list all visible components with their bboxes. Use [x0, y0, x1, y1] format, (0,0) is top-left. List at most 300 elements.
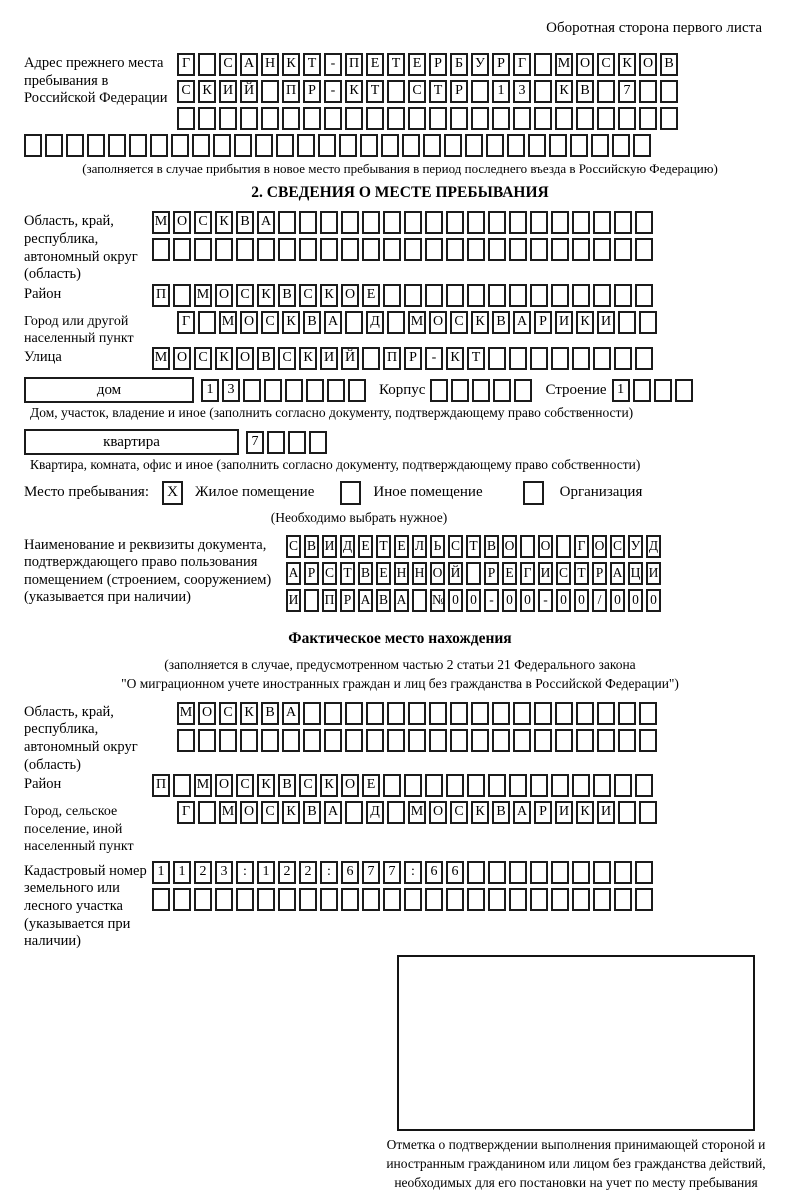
form-cell: Р [450, 80, 468, 103]
form-cell [297, 134, 315, 157]
form-cell [177, 107, 195, 130]
form-cell [509, 888, 527, 911]
district-label: Район [24, 286, 62, 302]
form-cell: А [394, 589, 409, 612]
form-cell [320, 211, 338, 234]
form-cell [425, 284, 443, 307]
form-cell [591, 134, 609, 157]
form-cell [551, 284, 569, 307]
form-cell [639, 107, 657, 130]
form-cell: В [257, 347, 275, 370]
form-cell [492, 702, 510, 725]
confirmation-caption: Отметка о подтверждении выполнения принимающей стороной и иностранным гражданином или лицом без гражданства действий, необходимых для его постановки на учет по месту пребывания [386, 1137, 766, 1190]
form-cell: О [592, 535, 607, 558]
form-cell [471, 729, 489, 752]
form-cell: О [639, 53, 657, 76]
form-cell [408, 107, 426, 130]
form-cell [597, 80, 615, 103]
form-cell: К [320, 774, 338, 797]
form-cell [514, 379, 532, 402]
form-cell: П [282, 80, 300, 103]
form-cell [572, 888, 590, 911]
form-cell [299, 888, 317, 911]
form-cell [450, 107, 468, 130]
form-cell [404, 211, 422, 234]
form-cell [234, 134, 252, 157]
form-cell [614, 347, 632, 370]
form-cell: Д [646, 535, 661, 558]
form-cell: Д [340, 535, 355, 558]
form-cell: К [471, 311, 489, 334]
form-cell: К [198, 80, 216, 103]
form-cell: - [538, 589, 553, 612]
form-cell [614, 284, 632, 307]
building-label: Корпус [379, 381, 426, 398]
form-cell [243, 379, 261, 402]
form-cell [108, 134, 126, 157]
form-cell [425, 211, 443, 234]
form-cell [618, 311, 636, 334]
form-cell [387, 80, 405, 103]
form-cell [635, 347, 653, 370]
form-cell: М [219, 801, 237, 824]
form-cell [635, 861, 653, 884]
form-cell: С [408, 80, 426, 103]
form-cell: А [240, 53, 258, 76]
form-cell [366, 702, 384, 725]
form-cell [556, 535, 571, 558]
form-cell [278, 211, 296, 234]
form-cell [639, 729, 657, 752]
form-cell [576, 107, 594, 130]
form-cell [593, 861, 611, 884]
form-cell [324, 107, 342, 130]
fact-district-row [152, 774, 776, 797]
form-cell: Р [534, 801, 552, 824]
form-cell: И [219, 80, 237, 103]
form-cell [488, 774, 506, 797]
form-cell [303, 702, 321, 725]
region-row-1 [152, 211, 776, 234]
document-row-2 [286, 562, 776, 585]
prev-address-row-3 [177, 107, 776, 130]
document-label: Наименование и реквизиты документа, подтверждающего право пользования помещением (строением, сооружением) (указывается при наличии) [24, 536, 272, 606]
form-cell: 1 [152, 861, 170, 884]
form-cell: 0 [646, 589, 661, 612]
form-cell: Г [513, 53, 531, 76]
form-cell: Е [502, 562, 517, 585]
form-cell [318, 134, 336, 157]
form-cell: Й [448, 562, 463, 585]
form-cell [488, 238, 506, 261]
form-cell [324, 729, 342, 752]
street-label: Улица [24, 349, 62, 366]
form-cell: С [278, 347, 296, 370]
form-cell: И [597, 801, 615, 824]
form-cell: Г [574, 535, 589, 558]
form-cell [593, 347, 611, 370]
form-cell: С [177, 80, 195, 103]
stay-type-label: Место пребывания: [24, 484, 149, 501]
form-cell [576, 702, 594, 725]
form-cell [303, 729, 321, 752]
form-cell [551, 211, 569, 234]
form-cell: С [322, 562, 337, 585]
form-cell [635, 774, 653, 797]
form-cell [219, 729, 237, 752]
form-cell [446, 888, 464, 911]
form-cell: О [502, 535, 517, 558]
residential-checkbox [162, 481, 186, 505]
confirmation-mark-box [397, 955, 755, 1131]
form-cell: 1 [612, 379, 630, 402]
form-cell [383, 211, 401, 234]
form-cell [467, 774, 485, 797]
form-cell: С [597, 53, 615, 76]
form-cell [446, 284, 464, 307]
form-cell: О [429, 311, 447, 334]
form-cell [408, 702, 426, 725]
prev-address-field [24, 53, 776, 134]
form-cell [572, 774, 590, 797]
form-cell: Е [358, 535, 373, 558]
fact-city-row [177, 801, 776, 824]
form-cell [198, 729, 216, 752]
form-cell: - [425, 347, 443, 370]
street-field [24, 347, 776, 374]
form-cell [255, 134, 273, 157]
form-cell [278, 888, 296, 911]
form-cell [215, 888, 233, 911]
form-cell: К [299, 347, 317, 370]
form-cell [660, 80, 678, 103]
form-cell: О [215, 774, 233, 797]
form-cell [261, 80, 279, 103]
form-cell [513, 702, 531, 725]
form-cell [513, 107, 531, 130]
form-cell [173, 774, 191, 797]
form-cell [339, 134, 357, 157]
form-cell [430, 379, 448, 402]
form-cell [509, 211, 527, 234]
form-cell: / [592, 589, 607, 612]
form-cell: К [555, 80, 573, 103]
form-cell [593, 238, 611, 261]
form-cell: Е [362, 284, 380, 307]
form-cell: : [404, 861, 422, 884]
form-cell: А [324, 801, 342, 824]
form-cell: М [152, 347, 170, 370]
form-cell [471, 107, 489, 130]
form-cell [528, 134, 546, 157]
form-cell [173, 888, 191, 911]
form-cell: Т [376, 535, 391, 558]
form-cell [507, 134, 525, 157]
form-cell: С [556, 562, 571, 585]
form-cell: К [215, 347, 233, 370]
form-cell: С [194, 211, 212, 234]
form-cell: 0 [556, 589, 571, 612]
form-cell: Т [366, 80, 384, 103]
prev-address-cells [177, 53, 776, 134]
form-cell [597, 729, 615, 752]
form-cell: С [219, 702, 237, 725]
form-cell [303, 107, 321, 130]
form-cell: 6 [446, 861, 464, 884]
form-cell [467, 861, 485, 884]
form-cell: С [219, 53, 237, 76]
form-cell [597, 702, 615, 725]
form-cell [177, 729, 195, 752]
form-cell [429, 107, 447, 130]
fact-region-label: Область, край, республика, автономный округ (область) [24, 703, 138, 773]
residential-label: Жилое помещение [195, 484, 315, 501]
form-cell: Т [467, 347, 485, 370]
form-cell [360, 134, 378, 157]
form-cell [486, 134, 504, 157]
form-cell [534, 702, 552, 725]
form-cell: И [322, 535, 337, 558]
form-cell: И [286, 589, 301, 612]
form-cell: С [450, 311, 468, 334]
form-cell: Т [574, 562, 589, 585]
form-cell [387, 702, 405, 725]
form-cell: : [236, 861, 254, 884]
form-cell: Р [429, 53, 447, 76]
fact-district-label: Район [24, 776, 62, 793]
form-cell: И [597, 311, 615, 334]
form-cell [404, 774, 422, 797]
form-cell [534, 107, 552, 130]
form-cell: Р [534, 311, 552, 334]
form-cell [593, 211, 611, 234]
form-cell [362, 211, 380, 234]
form-cell: Г [177, 801, 195, 824]
form-cell: 7 [383, 861, 401, 884]
building-cells [430, 379, 535, 402]
form-cell [219, 107, 237, 130]
form-cell: С [261, 801, 279, 824]
form-cell: О [173, 211, 191, 234]
form-cell [362, 888, 380, 911]
form-cell: К [471, 801, 489, 824]
document-field [24, 535, 776, 616]
form-cell [348, 379, 366, 402]
form-cell: П [152, 774, 170, 797]
other-premises-checkbox [340, 481, 364, 505]
form-cell [488, 888, 506, 911]
form-cell [451, 379, 469, 402]
region-field [24, 211, 776, 284]
form-cell [551, 861, 569, 884]
form-cell [345, 107, 363, 130]
form-cell [492, 107, 510, 130]
form-cell [129, 134, 147, 157]
form-cell [530, 284, 548, 307]
form-cell: Р [340, 589, 355, 612]
form-cell: В [303, 311, 321, 334]
form-cell [635, 284, 653, 307]
form-cell: В [376, 589, 391, 612]
form-cell [572, 861, 590, 884]
form-cell [425, 888, 443, 911]
form-cell [327, 379, 345, 402]
form-cell: С [610, 535, 625, 558]
form-cell [341, 238, 359, 261]
document-row-1 [286, 535, 776, 558]
other-premises-label: Иное помещение [373, 484, 483, 501]
form-cell [345, 311, 363, 334]
form-cell: М [555, 53, 573, 76]
form-cell [257, 888, 275, 911]
form-cell: Т [387, 53, 405, 76]
form-cell: В [484, 535, 499, 558]
form-cell: О [236, 347, 254, 370]
form-cell [152, 888, 170, 911]
form-cell: И [646, 562, 661, 585]
form-cell [570, 134, 588, 157]
form-cell [534, 80, 552, 103]
form-cell: С [236, 284, 254, 307]
form-cell [267, 431, 285, 454]
form-cell: Н [261, 53, 279, 76]
form-cell: 2 [194, 861, 212, 884]
form-cell [345, 702, 363, 725]
form-cell [534, 53, 552, 76]
form-cell [429, 729, 447, 752]
form-cell [509, 238, 527, 261]
organization-checkbox [523, 481, 547, 505]
form-cell [404, 238, 422, 261]
form-cell: О [173, 347, 191, 370]
form-cell [551, 774, 569, 797]
prev-address-caption: (заполняется в случае прибытия в новое место пребывания в период последнего въезда в Российскую Федерацию) [82, 161, 718, 176]
form-cell [520, 535, 535, 558]
form-cell: О [240, 801, 258, 824]
form-cell: - [484, 589, 499, 612]
form-cell: 1 [173, 861, 191, 884]
form-cell: С [448, 535, 463, 558]
form-cell: Л [412, 535, 427, 558]
house-row [24, 377, 776, 403]
form-cell [383, 284, 401, 307]
form-cell: 1 [257, 861, 275, 884]
form-cell: В [304, 535, 319, 558]
form-cell: 3 [513, 80, 531, 103]
form-cell [530, 861, 548, 884]
form-cell [362, 238, 380, 261]
actual-location-caption-1: (заполняется в случае, предусмотренном частью 2 статьи 21 Федерального закона [164, 656, 636, 672]
form-cell: Г [520, 562, 535, 585]
form-cell [467, 888, 485, 911]
form-cell: Й [240, 80, 258, 103]
form-cell [236, 238, 254, 261]
form-cell [551, 347, 569, 370]
form-cell: В [303, 801, 321, 824]
form-cell: К [320, 284, 338, 307]
form-cell: Р [592, 562, 607, 585]
form-cell [404, 888, 422, 911]
form-cell: П [322, 589, 337, 612]
form-cell [306, 379, 324, 402]
form-cell: И [555, 801, 573, 824]
form-cell [366, 107, 384, 130]
form-cell: П [152, 284, 170, 307]
form-cell: 0 [448, 589, 463, 612]
form-cell [278, 238, 296, 261]
form-cell: С [450, 801, 468, 824]
form-cell: М [408, 801, 426, 824]
form-cell [572, 347, 590, 370]
fact-region-field [24, 702, 776, 775]
form-cell: 6 [425, 861, 443, 884]
form-cell [387, 729, 405, 752]
prev-address-row-2 [177, 80, 776, 103]
form-cell [423, 134, 441, 157]
form-cell [381, 134, 399, 157]
form-cell: М [194, 284, 212, 307]
form-cell: И [555, 311, 573, 334]
form-cell [593, 284, 611, 307]
form-cell [299, 211, 317, 234]
form-cell [492, 729, 510, 752]
form-cell [150, 134, 168, 157]
form-cell [555, 702, 573, 725]
form-cell: Г [177, 311, 195, 334]
form-cell [341, 888, 359, 911]
choose-note: (Необходимо выбрать нужное) [270, 509, 448, 525]
form-cell [383, 888, 401, 911]
form-cell [488, 861, 506, 884]
form-cell: О [198, 702, 216, 725]
form-cell [309, 431, 327, 454]
form-cell: К [618, 53, 636, 76]
form-cell [264, 379, 282, 402]
form-cell [576, 729, 594, 752]
form-cell [173, 284, 191, 307]
form-cell: У [471, 53, 489, 76]
form-cell [488, 211, 506, 234]
form-cell: У [628, 535, 643, 558]
prev-address-row-4 [24, 134, 776, 157]
form-cell: Е [408, 53, 426, 76]
form-cell [324, 702, 342, 725]
form-cell: П [345, 53, 363, 76]
form-cell: 0 [466, 589, 481, 612]
form-cell: В [261, 702, 279, 725]
form-cell [618, 702, 636, 725]
form-cell [618, 729, 636, 752]
form-cell [257, 238, 275, 261]
form-cell: В [492, 311, 510, 334]
form-cell: № [430, 589, 445, 612]
form-cell: 0 [502, 589, 517, 612]
form-cell: П [383, 347, 401, 370]
form-cell [530, 238, 548, 261]
form-cell [446, 774, 464, 797]
region-row-2 [152, 238, 776, 261]
form-cell: - [324, 80, 342, 103]
form-cell: К [345, 80, 363, 103]
form-cell: И [320, 347, 338, 370]
form-cell [425, 238, 443, 261]
form-cell: С [261, 311, 279, 334]
form-cell: 1 [492, 80, 510, 103]
prev-address-row-1 [177, 53, 776, 76]
form-cell: М [152, 211, 170, 234]
form-cell [198, 801, 216, 824]
form-cell: К [282, 311, 300, 334]
